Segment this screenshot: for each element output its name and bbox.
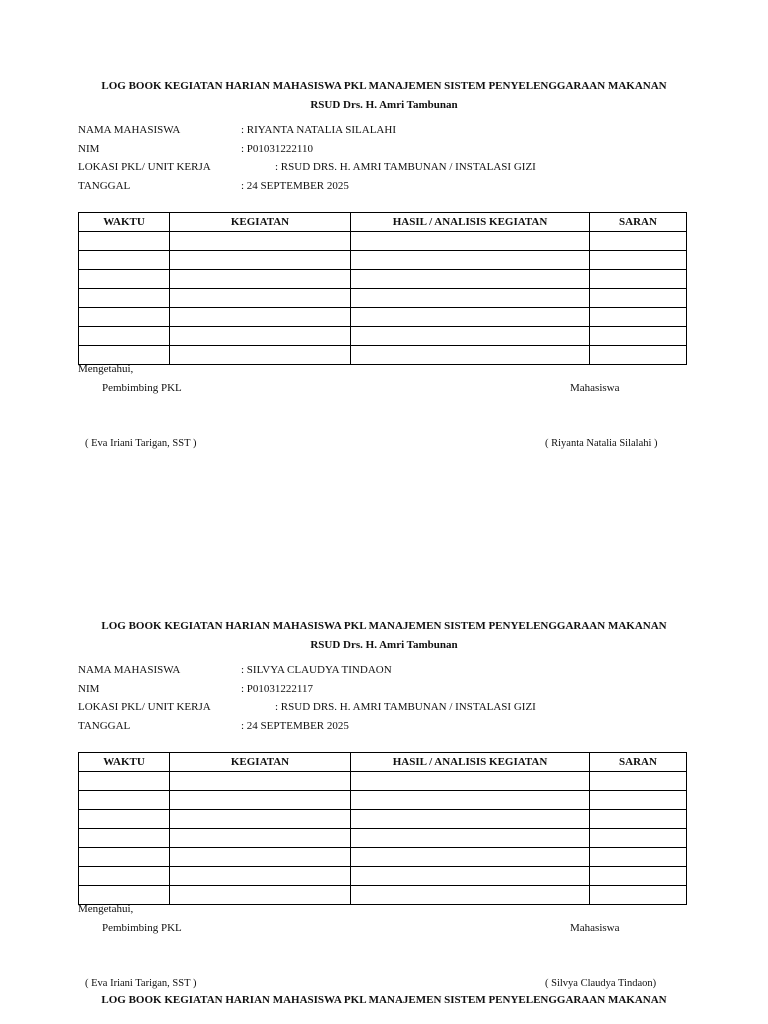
table-cell [170,251,351,270]
log2-label-nim: NIM [78,683,100,695]
col-header-saran: SARAN [590,213,687,232]
table-cell [590,791,687,810]
table-cell [590,886,687,905]
table-cell [351,772,590,791]
log1-student-signature: ( Riyanta Natalia Silalahi ) [545,438,658,449]
table-cell [170,810,351,829]
log2-value-lokasi: : RSUD DRS. H. AMRI TAMBUNAN / INSTALASI GIZI [275,701,536,713]
table-row [79,251,687,270]
table-cell [79,848,170,867]
table-cell [351,327,590,346]
table-cell [170,308,351,327]
table-cell [590,327,687,346]
table-cell [79,791,170,810]
log2-label-lokasi: LOKASI PKL/ UNIT KERJA [78,701,211,713]
table-cell [79,772,170,791]
log1-value-nim: : P01031222110 [241,143,314,155]
table-cell [590,810,687,829]
col-header-kegiatan: KEGIATAN [170,213,351,232]
col-header-kegiatan: KEGIATAN [170,753,351,772]
log1-value-tanggal: : 24 SEPTEMBER 2025 [241,180,349,192]
table-cell [79,289,170,308]
table-cell [351,848,590,867]
table-cell [351,829,590,848]
table-row [79,327,687,346]
log1-value-nama: : RIYANTA NATALIA SILALAHI [241,124,396,136]
table-cell [170,232,351,251]
table-cell [170,867,351,886]
table-cell [79,810,170,829]
log1-mengetahui: Mengetahui, [78,363,134,375]
table-cell [170,346,351,365]
table-cell [79,886,170,905]
log2-mahasiswa-label: Mahasiswa [570,922,620,934]
table-row [79,810,687,829]
log2-value-tanggal: : 24 SEPTEMBER 2025 [241,720,349,732]
log2-value-nama: : SILVYA CLAUDYA TINDAON [241,664,392,676]
table-cell [170,289,351,308]
table-cell [351,308,590,327]
log2-student-signature: ( Silvya Claudya Tindaon) [545,978,657,989]
log2-mengetahui: Mengetahui, [78,903,134,915]
table-row [79,308,687,327]
table-row [79,829,687,848]
log2-table [78,752,687,905]
table-cell [79,346,170,365]
table-cell [351,791,590,810]
table-cell [590,289,687,308]
table-row [79,346,687,365]
table-cell [170,772,351,791]
col-header-hasil: HASIL / ANALISIS KEGIATAN [351,213,590,232]
log1-pembimbing-label: Pembimbing PKL [102,382,182,394]
table-cell [590,867,687,886]
table-cell [351,886,590,905]
table-cell [590,308,687,327]
table-cell [590,772,687,791]
table-cell [351,346,590,365]
log2-label-tanggal: TANGGAL [78,720,131,732]
log1-label-lokasi: LOKASI PKL/ UNIT KERJA [78,161,211,173]
table-row [79,270,687,289]
table-cell [79,232,170,251]
table-cell [351,867,590,886]
table-row [79,848,687,867]
table-cell [79,327,170,346]
table-cell [351,810,590,829]
table-row [79,867,687,886]
table-cell [351,289,590,308]
log2-label-nama: NAMA MAHASISWA [78,664,181,676]
table-cell [170,327,351,346]
log2-pembimbing-signature: ( Eva Iriani Tarigan, SST ) [85,978,197,989]
table-row [79,772,687,791]
table-cell [590,829,687,848]
table-cell [79,867,170,886]
log2-value-nim: : P01031222117 [241,683,314,695]
table-cell [590,346,687,365]
log3-title-line1: LOG BOOK KEGIATAN HARIAN MAHASISWA PKL MANAJEMEN SISTEM PENYELENGGARAAN MAKANAN [101,994,667,1006]
log2-title-line2: RSUD Drs. H. Amri Tambunan [310,639,458,651]
table-cell [170,886,351,905]
log1-table [78,212,687,365]
table-row [79,232,687,251]
table-cell [79,829,170,848]
log1-pembimbing-signature: ( Eva Iriani Tarigan, SST ) [85,438,197,449]
log1-label-nim: NIM [78,143,100,155]
table-row [79,791,687,810]
log1-mahasiswa-label: Mahasiswa [570,382,620,394]
table-cell [170,829,351,848]
table-cell [351,270,590,289]
table-cell [590,251,687,270]
table-row [79,289,687,308]
table-cell [79,308,170,327]
log1-title-line2: RSUD Drs. H. Amri Tambunan [310,99,458,111]
log1-label-tanggal: TANGGAL [78,180,131,192]
log2-title-line1: LOG BOOK KEGIATAN HARIAN MAHASISWA PKL MANAJEMEN SISTEM PENYELENGGARAAN MAKANAN [101,620,667,632]
table-cell [170,270,351,289]
table-cell [170,791,351,810]
table-cell [79,251,170,270]
table-row [79,886,687,905]
col-header-saran: SARAN [590,753,687,772]
table-cell [79,270,170,289]
log1-value-lokasi: : RSUD DRS. H. AMRI TAMBUNAN / INSTALASI GIZI [275,161,536,173]
col-header-waktu: WAKTU [79,753,170,772]
table-cell [590,270,687,289]
log2-pembimbing-label: Pembimbing PKL [102,922,182,934]
log1-title-line1: LOG BOOK KEGIATAN HARIAN MAHASISWA PKL MANAJEMEN SISTEM PENYELENGGARAAN MAKANAN [101,80,667,92]
table-cell [351,251,590,270]
table-cell [590,848,687,867]
table-cell [590,232,687,251]
table-cell [351,232,590,251]
col-header-hasil: HASIL / ANALISIS KEGIATAN [351,753,590,772]
col-header-waktu: WAKTU [79,213,170,232]
log1-label-nama: NAMA MAHASISWA [78,124,181,136]
table-cell [170,848,351,867]
